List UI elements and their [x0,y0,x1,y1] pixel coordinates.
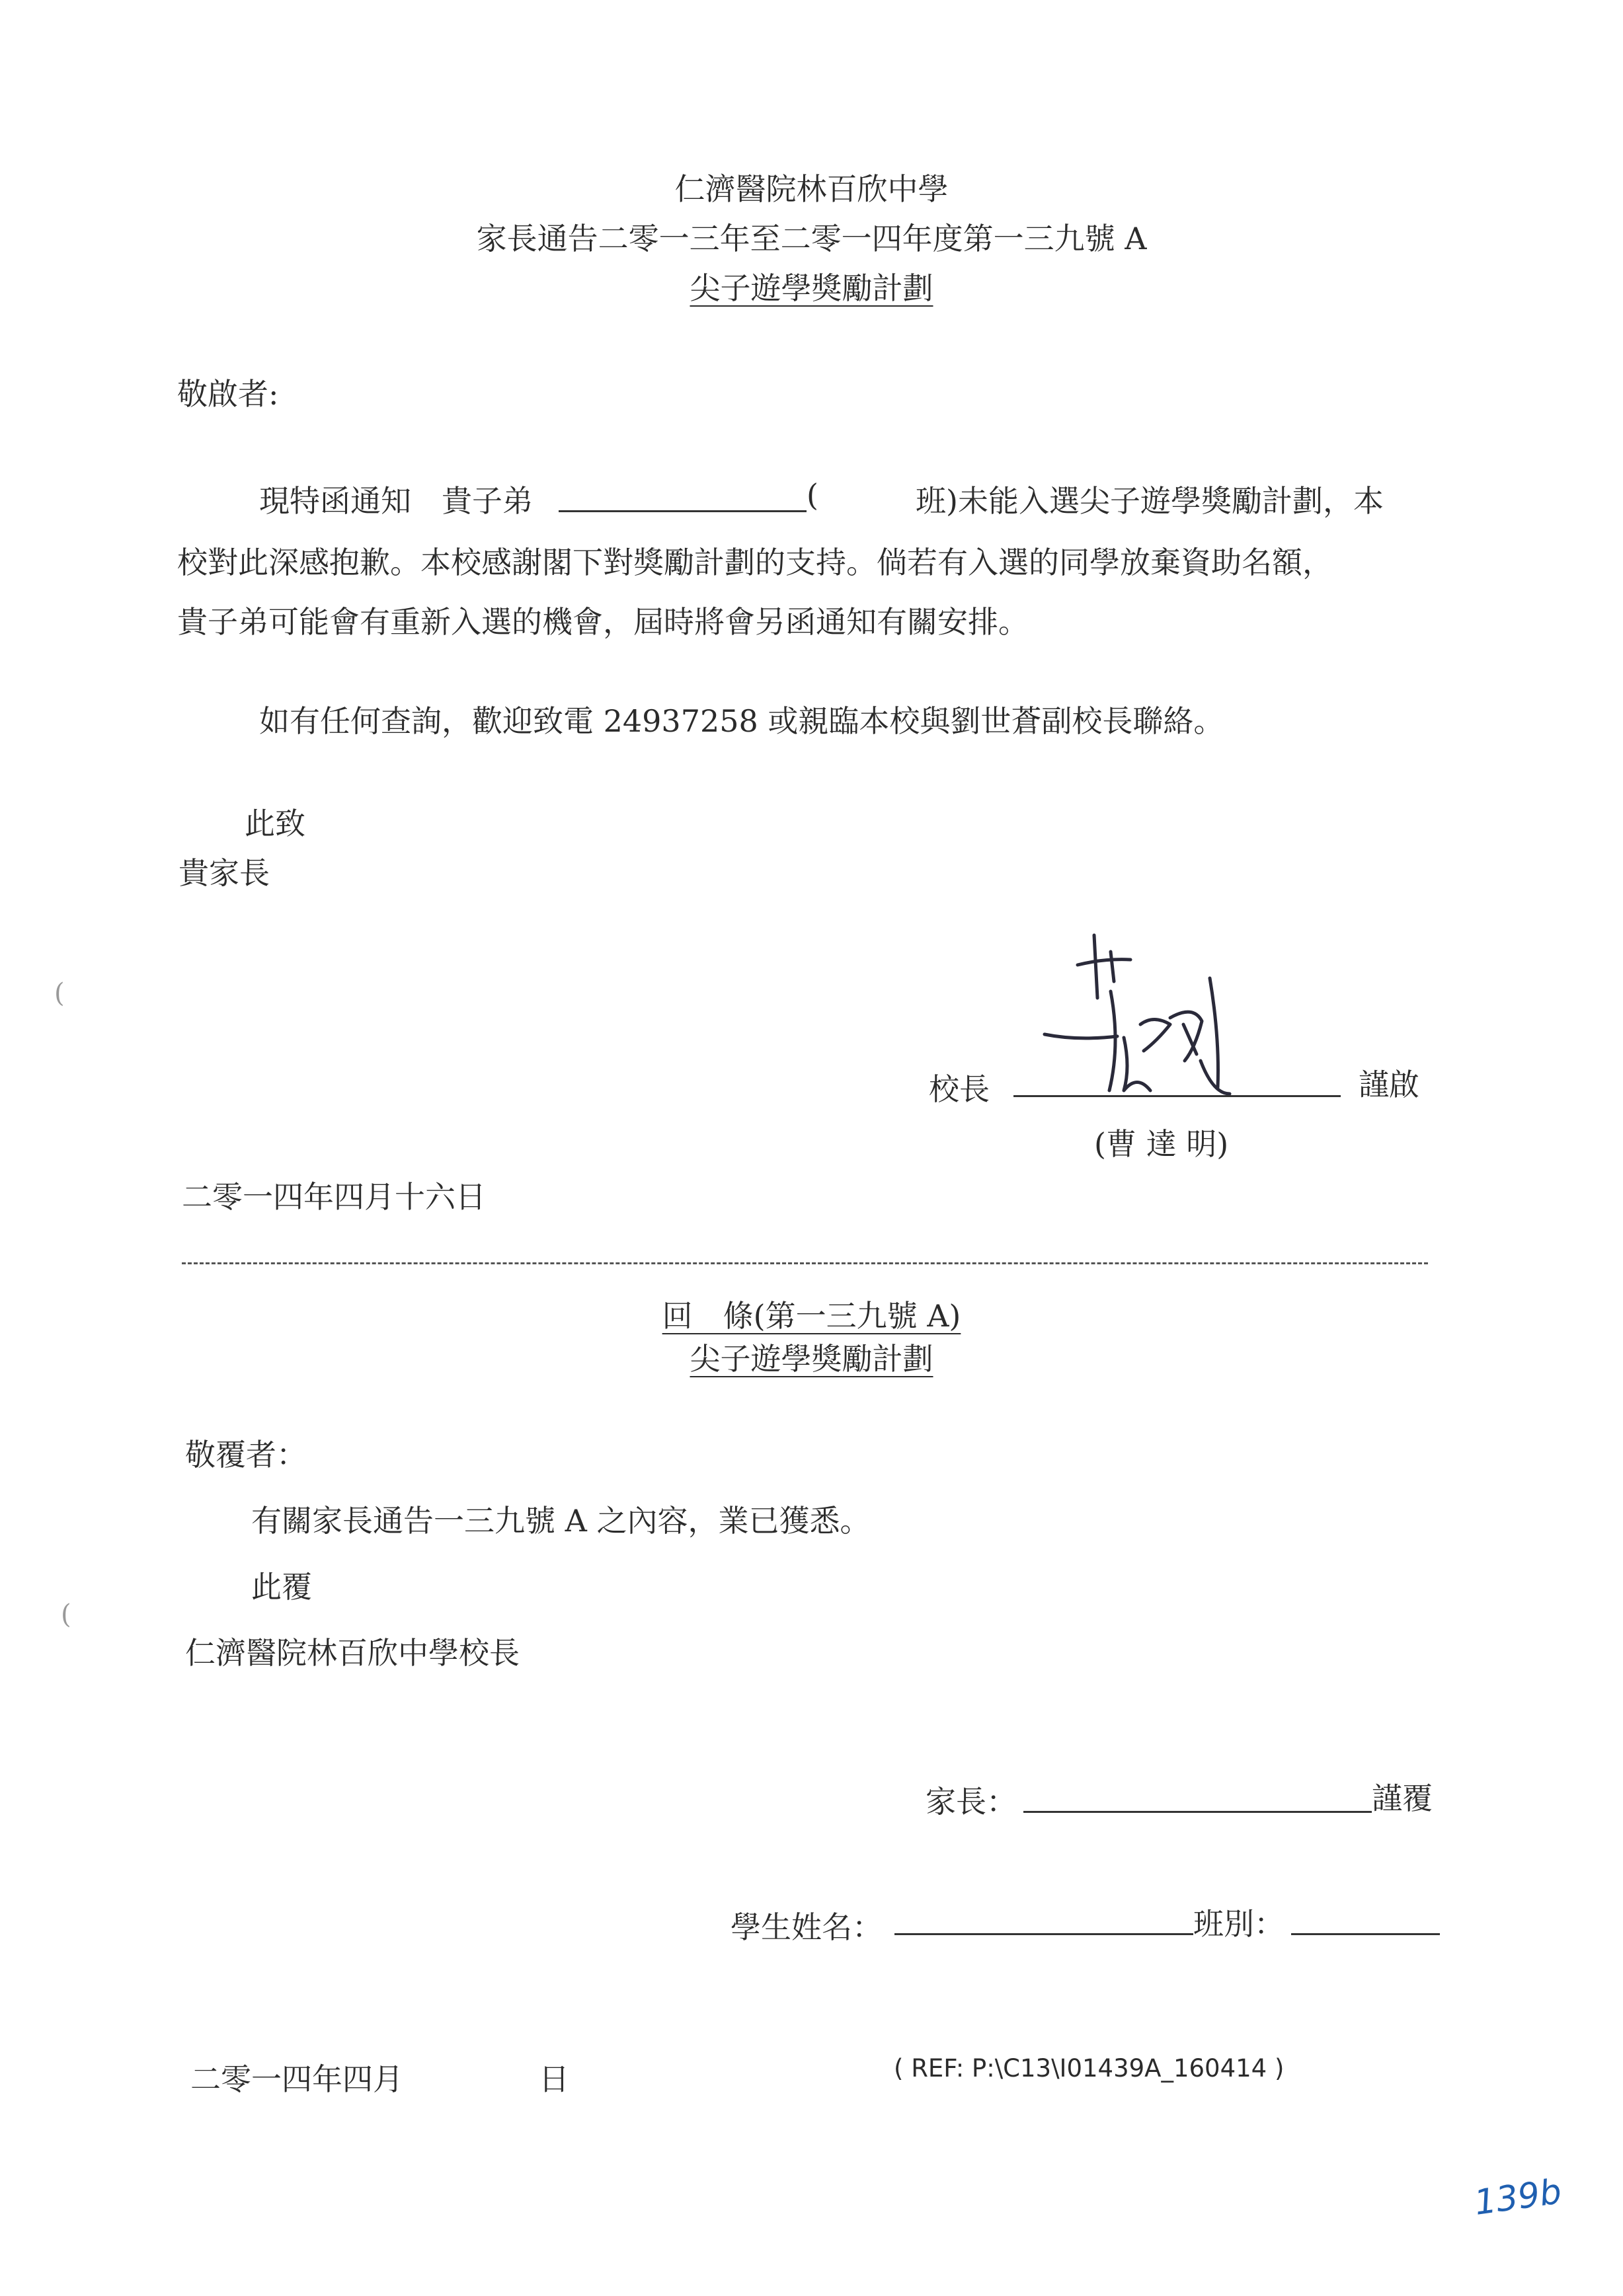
reply-date-start: 二零一四年四月 [190,2061,403,2097]
paragraph-1-line-2: 校對此深感抱歉。本校感謝閣下對獎勵計劃的支持。倘若有入選的同學放棄資助名額， [177,545,1333,580]
page-number: 139b [1472,2172,1564,2223]
class-field[interactable] [1291,1933,1440,1935]
student-name-field[interactable] [894,1933,1193,1935]
page-title: 尖子遊學獎勵計劃 [690,270,933,306]
principal-name: (曹 達 明) [1094,1126,1229,1162]
reference-code: ( REF: P:\C13\I01439A_160414 ) [894,2054,1285,2083]
reply-date-end: 日 [539,2061,569,2097]
student-name-blank [559,510,807,512]
parent-label: 家長： [926,1784,1017,1819]
reply-slip-subtitle: 尖子遊學獎勵計劃 [690,1341,933,1377]
scan-mark: ( [54,978,65,1009]
salutation: 敬啟者: [177,376,279,412]
signature-image [1031,925,1243,1104]
reply-recipient: 仁濟醫院林百欣中學校長 [185,1635,520,1671]
class-label: 班別： [1193,1906,1285,1942]
closing-1: 此致 [245,806,305,841]
reply-salutation: 敬覆者： [185,1437,307,1473]
reply-slip-title: 回 條(第一三九號 A) [662,1298,961,1334]
parent-respect: 謹覆 [1372,1780,1433,1816]
respect-closing: 謹啟 [1359,1067,1419,1102]
closing-2: 貴家長 [178,855,270,891]
school-name: 仁濟醫院林百欣中學 [674,171,949,207]
reply-closing: 此覆 [251,1569,312,1605]
scan-mark: ( [61,1599,71,1630]
tear-off-line [182,1262,1428,1264]
notice-number: 家長通告二零一三年至二零一四年度第一三九號 A [476,221,1147,256]
reply-body: 有關家長通告一三九號 A 之內容，業已獲悉。 [251,1503,871,1539]
paragraph-2: 如有任何查詢，歡迎致電 24937258 或親臨本校與劉世蒼副校長聯絡。 [259,703,1224,739]
paragraph-1-start: 現特函通知 貴子弟 [259,483,533,519]
parent-signature-field[interactable] [1023,1811,1372,1813]
paragraph-1-end: 班)未能入選尖子遊學獎勵計劃，本 [916,483,1384,519]
paragraph-1-line-3: 貴子弟可能會有重新入選的機會，屆時將會另函通知有關安排。 [177,604,1029,640]
student-name-label: 學生姓名： [731,1909,883,1945]
principal-label: 校長 [929,1071,990,1107]
letter-date: 二零一四年四月十六日 [182,1179,486,1215]
paragraph-1-paren: ( [807,477,818,513]
